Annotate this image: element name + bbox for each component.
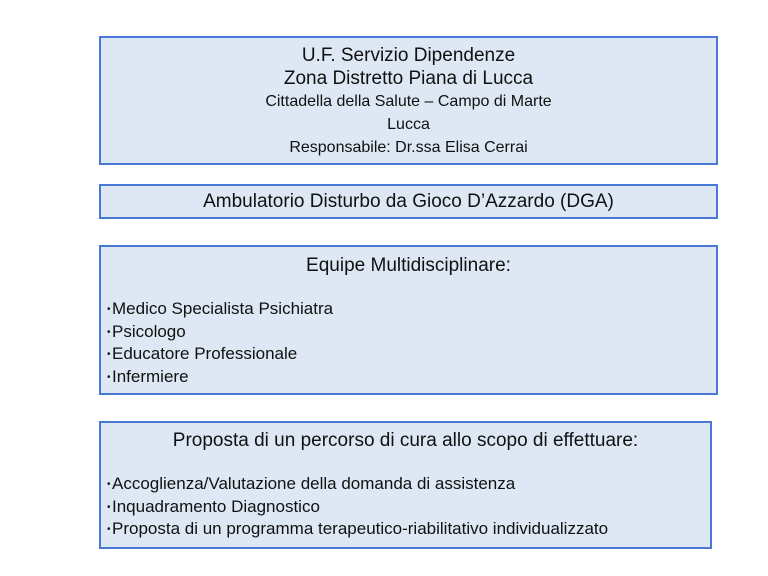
list-item bbox=[107, 343, 716, 366]
header-location: Cittadella della Salute – Campo di Marte bbox=[265, 93, 552, 110]
list-item bbox=[107, 473, 710, 496]
header-manager: Responsabile: Dr.ssa Elisa Cerrai bbox=[289, 139, 528, 156]
equipe-list bbox=[101, 298, 716, 388]
proposta-list bbox=[101, 473, 710, 541]
header-box bbox=[99, 36, 718, 165]
header-service-name: U.F. Servizio Dipendenze bbox=[301, 45, 516, 66]
list-item bbox=[107, 496, 710, 519]
header-city: Lucca bbox=[387, 116, 430, 133]
proposta-item-label: Proposta di un programma terapeutico-riabilitativo individualizzato bbox=[112, 519, 609, 538]
equipe-item-label: Educatore Professionale bbox=[112, 344, 298, 363]
list-item bbox=[107, 366, 716, 389]
proposta-item-label: Accoglienza/Valutazione della domanda di assistenza bbox=[112, 474, 516, 493]
list-item bbox=[107, 321, 716, 344]
ambulatorio-title: Ambulatorio Disturbo da Gioco D’Azzardo (DGA) bbox=[203, 191, 614, 212]
list-item bbox=[107, 518, 710, 541]
proposta-title: Proposta di un percorso di cura allo scopo di effettuare: bbox=[172, 430, 639, 451]
bullet-icon: • bbox=[107, 501, 111, 513]
bullet-icon: • bbox=[107, 524, 111, 535]
ambulatorio-box bbox=[99, 184, 718, 219]
bullet-icon: • bbox=[107, 479, 111, 490]
equipe-title: Equipe Multidisciplinare: bbox=[306, 255, 511, 276]
bullet-icon: • bbox=[107, 304, 111, 315]
equipe-box bbox=[99, 245, 718, 395]
equipe-item-label: Psicologo bbox=[112, 321, 186, 341]
proposta-box bbox=[99, 421, 712, 549]
header-district: Zona Distretto Piana di Lucca bbox=[283, 68, 534, 89]
equipe-item-label: Infermiere bbox=[112, 366, 189, 386]
bullet-icon: • bbox=[107, 326, 111, 338]
equipe-item-label: Medico Specialista Psichiatra bbox=[112, 299, 334, 318]
proposta-item-label: Inquadramento Diagnostico bbox=[112, 496, 320, 516]
bullet-icon: • bbox=[107, 371, 111, 383]
bullet-icon: • bbox=[107, 349, 111, 360]
list-item bbox=[107, 298, 716, 321]
